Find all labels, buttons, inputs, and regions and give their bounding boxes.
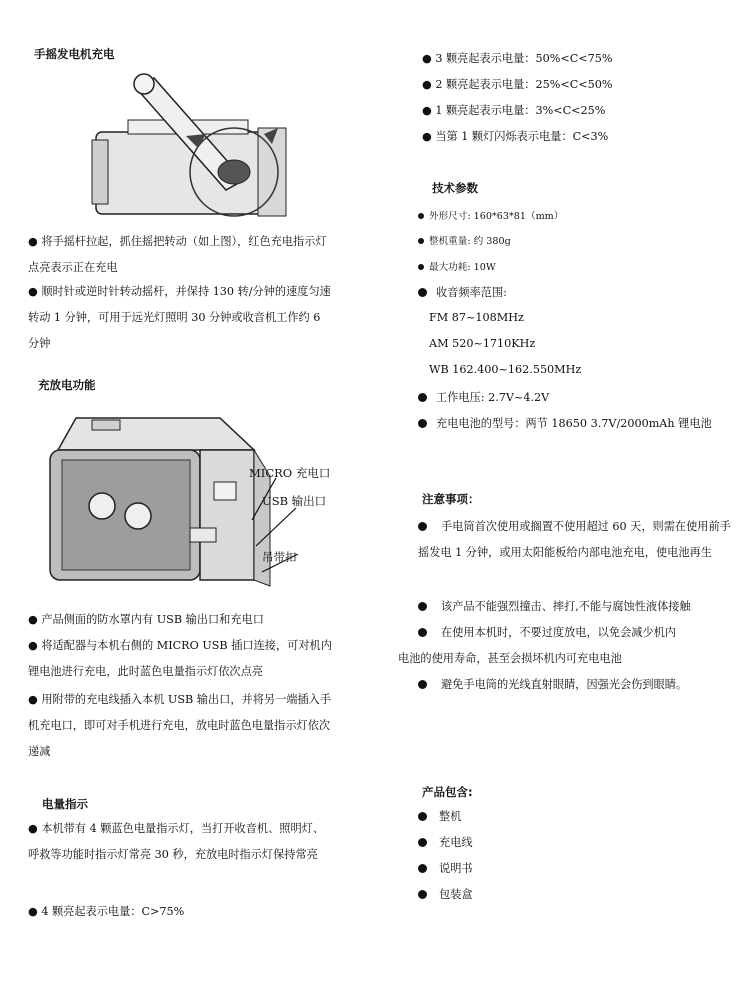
- section-title-charge: 充放电功能: [38, 378, 96, 392]
- crank-paragraph-2: ● 顺时针或逆时针转动摇杆，并保持 130 转/分钟的速度匀速转动 1 分钟，可用于远光灯照明 30 分钟或收音机工作约 6 分钟: [28, 285, 331, 350]
- note-1: 手电筒首次使用或搁置不使用超过 60 天，则需在使用前手摇发电 1 分钟，或用太阳能板给内部电池充电，使电池再生: [418, 520, 731, 559]
- bullet-icon: [418, 812, 427, 821]
- spec-wb: WB 162.400~162.550MHz: [429, 363, 582, 376]
- note-2: 该产品不能强烈撞击、摔打,不能与腐蚀性液体接触: [418, 598, 691, 614]
- spec-weight: 整机重量: 约 380g: [418, 233, 511, 247]
- power-level-1: ● 1 颗亮起表示电量：3%<C<25%: [422, 104, 606, 117]
- bullet-icon: [418, 838, 427, 847]
- spec-size: 外形尺寸: 160*63*81（mm）: [418, 208, 563, 222]
- bullet-icon: [418, 680, 427, 689]
- bullet-icon: [418, 393, 427, 402]
- bullet-icon: [418, 213, 424, 219]
- charge-paragraph-2: ● 将适配器与本机右侧的 MICRO USB 插口连接，可对机内锂电池进行充电，此时蓝色电量指示灯依次点亮: [28, 639, 332, 678]
- label-strap-buckle: 吊带扣: [262, 550, 297, 564]
- spec-power: 最大功耗: 10W: [418, 259, 496, 273]
- power-paragraph-1: ● 本机带有 4 颗蓝色电量指示灯，当打开收音机、照明灯、呼救等功能时指示灯常亮 30 秒，充放电时指示灯保持常亮: [28, 822, 325, 861]
- package-item: 说明书: [418, 860, 473, 876]
- bullet-icon: [418, 419, 427, 428]
- spec-battery: 充电电池的型号：两节 18650 3.7V/2000mAh 锂电池: [418, 415, 712, 431]
- spec-fm: FM 87~108MHz: [429, 311, 524, 324]
- package-item: 整机: [418, 808, 461, 824]
- bullet-icon: [418, 288, 427, 297]
- section-title-power: 电量指示: [42, 797, 88, 811]
- note-3b: 电池的使用寿命，甚至会损坏机内可充电电池: [398, 652, 622, 665]
- crank-illustration: [88, 70, 304, 220]
- bullet-icon: [418, 264, 424, 270]
- crank-paragraph-1: ● 将手摇杆拉起，抓住摇把转动（如上图），红色充电指示灯点亮表示正在充电: [28, 235, 327, 274]
- power-level-3: ● 3 颗亮起表示电量：50%<C<75%: [422, 52, 613, 65]
- section-title-crank: 手摇发电机充电: [34, 47, 115, 61]
- note-4: 避免手电筒的光线直射眼睛，因强光会伤到眼睛。: [418, 676, 687, 692]
- bullet-icon: [418, 602, 427, 611]
- package-item: 充电线: [418, 834, 473, 850]
- note-3a: 在使用本机时，不要过度放电，以免会减少机内: [418, 624, 676, 640]
- power-level-2: ● 2 颗亮起表示电量：25%<C<50%: [422, 78, 613, 91]
- package-item: 包装盒: [418, 886, 473, 902]
- spec-voltage: 工作电压: 2.7V~4.2V: [418, 389, 549, 405]
- bullet-icon: [418, 864, 427, 873]
- section-title-notes: 注意事项：: [422, 492, 480, 506]
- spec-frequency: 收音频率范围:: [418, 284, 507, 300]
- charge-paragraph-3: ● 用附带的充电线插入本机 USB 输出口，并将另一端插入手机充电口，即可对手机进行充电，放电时蓝色电量指示灯依次递减: [28, 693, 332, 758]
- bullet-icon: [418, 522, 427, 531]
- label-micro-port: MICRO 充电口: [249, 466, 331, 480]
- spec-am: AM 520~1710KHz: [429, 337, 536, 350]
- bullet-icon: [418, 238, 424, 244]
- bullet-icon: [418, 628, 427, 637]
- section-title-package: 产品包含:: [422, 785, 473, 799]
- charge-paragraph-1: ● 产品侧面的防水罩内有 USB 输出口和充电口: [28, 613, 264, 626]
- power-level-4: ● 4 颗亮起表示电量：C>75%: [28, 905, 185, 918]
- label-usb-port: USB 输出口: [262, 494, 327, 508]
- bullet-icon: [418, 890, 427, 899]
- power-level-blink: ● 当第 1 颗灯闪烁表示电量：C<3%: [422, 130, 609, 143]
- section-title-specs: 技术参数: [432, 181, 478, 195]
